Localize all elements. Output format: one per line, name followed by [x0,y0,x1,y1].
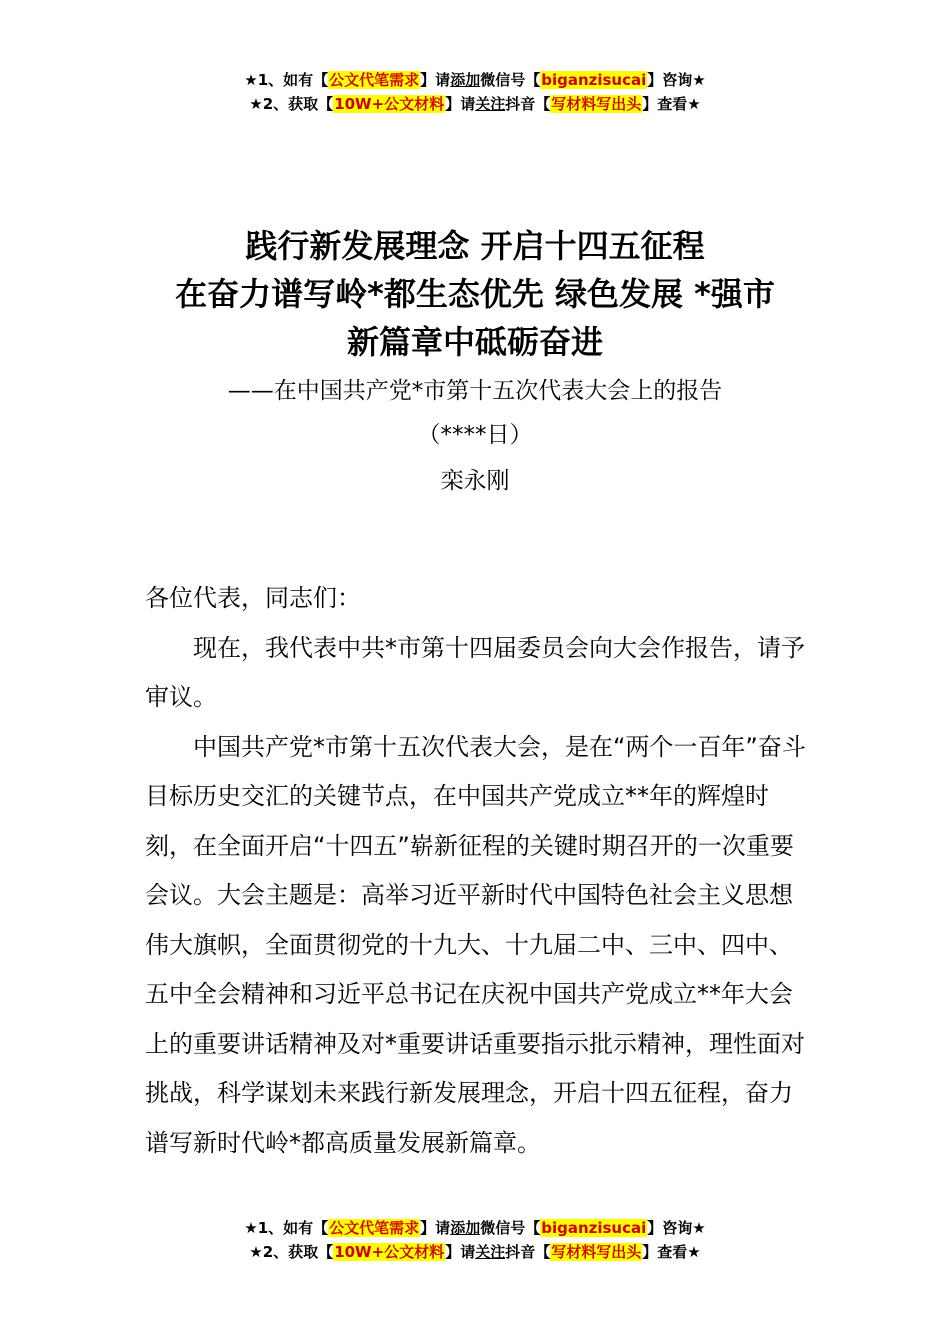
banner-text: 】请 [445,95,476,113]
title-line-2: 在奋力谱写岭*都生态优先 绿色发展 *强市 [175,275,775,313]
banner-line-1 [0,68,950,92]
author: 栾永刚 [440,468,510,494]
banner-text: 】请 [420,71,451,89]
banner-line-2 [0,1240,950,1264]
banner-text: 】查看★ [642,1243,701,1261]
banner-text: 抖音【 [505,1243,551,1261]
banner-underline: 关注 [475,1243,506,1261]
banner-text: ★2、获取【 [249,1243,334,1261]
banner-text: ★2、获取【 [249,95,334,113]
paragraph: 现在，我代表中共*市第十四届委员会向大会作报告，请予审议。 [145,633,805,711]
banner-text: 】请 [445,1243,476,1261]
banner-text: 】咨询★ [647,71,706,89]
document-heading [0,222,950,498]
banner-underline: 添加 [450,71,481,89]
footer-banner [0,1216,950,1264]
banner-highlight: 写材料写出头 [551,95,642,113]
banner-highlight: 公文代笔需求 [329,1219,420,1237]
banner-highlight: 10W+公文材料 [334,95,445,113]
banner-text: ★1、如有【 [244,1219,329,1237]
title-line-1: 践行新发展理念 开启十四五征程 [245,227,705,265]
banner-line-2 [0,92,950,116]
date: （****日） [417,422,533,448]
banner-highlight: 公文代笔需求 [329,71,420,89]
banner-line-1 [0,1216,950,1240]
banner-text: 】查看★ [642,95,701,113]
banner-underline: 关注 [475,95,506,113]
banner-text: 】咨询★ [647,1219,706,1237]
banner-highlight: 写材料写出头 [551,1243,642,1261]
banner-text: ★1、如有【 [244,71,329,89]
banner-highlight: biganzisucai [541,1219,647,1237]
subtitle: ——在中国共产党*市第十五次代表大会上的报告 [227,378,723,404]
banner-text: 抖音【 [505,95,551,113]
banner-text: 】请 [420,1219,451,1237]
document-body [145,574,810,1168]
banner-highlight: 10W+公文材料 [334,1243,445,1261]
banner-text: 微信号【 [480,71,541,89]
banner-highlight: biganzisucai [541,71,647,89]
banner-text: 微信号【 [480,1219,541,1237]
header-banner [0,68,950,116]
paragraph: 中国共产党*市第十五次代表大会，是在“两个一百年”奋斗目标历史交汇的关键节点，在中国共产党成立**年的辉煌时刻，在全面开启“十四五”崭新征程的关键时期召开的一次重要会议。大会主题是：高举习近平新时代中国特色社会主义思想伟大旗帜，全面贯彻党的十九大、十九届二中、三中、四中、五中全会精神和习近平总书记在庆祝中国共产党成立**年大会上的重要讲话精神及对*重要讲话重要指示批示精神，理性面对挑战，科学谋划未来践行新发展理念，开启十四五征程，奋力谱写新时代岭*都高质量发展新篇章。 [145,732,806,1157]
banner-underline: 添加 [450,1219,481,1237]
title-line-3: 新篇章中砥砺奋进 [346,323,603,361]
salutation: 各位代表，同志们： [145,584,361,612]
